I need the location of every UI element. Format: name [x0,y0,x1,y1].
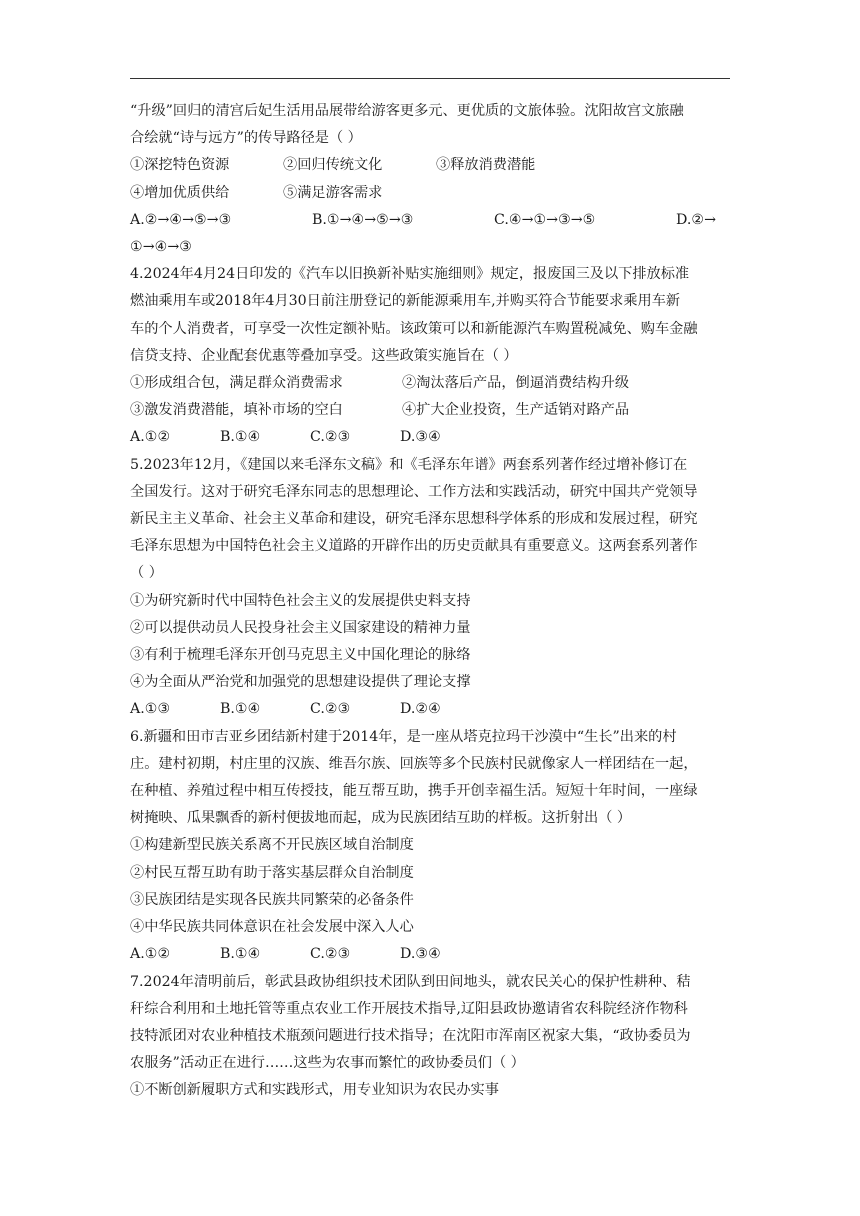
statement-item: ③激发消费潜能，填补市场的空白 [130,402,343,419]
exam-page [130,98,732,1105]
statement-item: ①不断创新履职方式和实践形式，用专业知识为农民办实事 [130,1082,499,1099]
statement-row [130,397,732,424]
answer-choice-d: D.②→ [676,211,716,228]
answer-choice-c: C.②③ [310,701,351,718]
question-stem-line: 秆综合利用和土地托管等重点农业工作开展技术指导,辽阳县政协邀请省农科院经济作物科 [130,1000,688,1017]
answer-choice-c: C.②③ [310,429,351,446]
answer-choice-d: D.②④ [400,701,441,718]
option-item: ④增加优质供给 [130,184,230,201]
answer-choice-b: B.①④ [220,946,261,963]
statement-item: ①构建新型民族关系离不开民族区域自治制度 [130,837,414,854]
option-row [130,180,732,207]
statement-item: ④扩大企业投资，生产适销对路产品 [402,402,630,419]
question-stem-line: 农服务”活动正在进行……这些为农事而繁忙的政协委员们（ ） [130,1055,525,1072]
question-stem-line: 全国发行。这对于研究毛泽东同志的思想理论、工作方法和实践活动，研究中国共产党领导 [130,483,698,500]
answer-choice-b: B.①④ [220,429,261,446]
question-7 [130,969,732,1105]
question-stem-line: 6.新疆和田市吉亚乡团结新村建于2014年，是一座从塔克拉玛干沙漠中“生长”出来的村 [130,728,677,745]
statement-item: ④中华民族共同体意识在社会发展中深入人心 [130,919,414,936]
question-stem-line: 合绘就“诗与远方”的传导路径是（ ） [130,130,362,147]
answer-choice-b: B.①④ [220,701,261,718]
question-stem-line: 在种植、养殖过程中相互传授技，能互帮互助，携手开创幸福生活。短短十年时间，一座绿 [130,783,698,800]
statement-item: ①形成组合包，满足群众消费需求 [130,375,343,392]
answer-choice-d: D.③④ [400,946,441,963]
question-6 [130,724,732,969]
answer-choice-c: C.④→①→③→⑤ [494,211,596,228]
option-item: ③释放消费潜能 [436,157,536,174]
option-item: ②回归传统文化 [283,157,383,174]
header-rule [130,78,730,79]
question-stem-line: 7.2024年清明前后，彰武县政协组织技术团队到田间地头，就农民关心的保护性耕种、秸 [130,973,691,990]
option-item: ①深挖特色资源 [130,157,230,174]
answer-choice-a: A.①② [130,946,171,963]
question-stem-line: 5.2023年12月，《建国以来毛泽东文稿》和《毛泽东年谱》两套系列著作经过增补修订在 [130,456,688,473]
statement-item: ②村民互帮互助有助于落实基层群众自治制度 [130,864,414,881]
question-stem-line: 技特派团对农业种植技术瓶颈问题进行技术指导；在沈阳市浑南区祝家大集，“政协委员为 [130,1027,691,1044]
statement-item: ②可以提供动员人民投身社会主义国家建设的精神力量 [130,619,471,636]
question-4 [130,261,732,451]
statement-item: ②淘汰落后产品，倒逼消费结构升级 [402,375,630,392]
question-5 [130,452,732,724]
question-stem-line: 车的个人消费者，可享受一次性定额补贴。该政策可以和新能源汽车购置税减免、购车金融 [130,320,698,337]
statement-item: ③民族团结是实现各民族共同繁荣的必备条件 [130,891,414,908]
answer-choices [130,696,732,723]
statement-row [130,370,732,397]
answer-choices [130,207,732,234]
answer-choice-a: A.②→④→⑤→③ [130,211,232,228]
answer-choice-a: A.①③ [130,701,171,718]
question-stem-line: 庄。建村初期，村庄里的汉族、维吾尔族、回族等多个民族村民就像家人一样团结在一起， [130,755,698,772]
option-row [130,152,732,179]
question-stem-line: 燃油乘用车或2018年4月30日前注册登记的新能源乘用车,并购买符合节能要求乘用车新 [130,293,681,310]
answer-choice-c: C.②③ [310,946,351,963]
option-item: ⑤满足游客需求 [283,184,383,201]
answer-choice-d: D.③④ [400,429,441,446]
answer-choices [130,941,732,968]
answer-choice-d-wrap: ①→④→③ [130,239,192,256]
question-stem-line: “升级”回归的清宫后妃生活用品展带给游客更多元、更优质的文旅体验。沈阳故宫文旅融 [130,103,684,119]
answer-choices [130,424,732,451]
question-stem-line: 毛泽东思想为中国特色社会主义道路的开辟作出的历史贡献具有重要意义。这两套系列著作 [130,538,698,555]
question-3 [130,98,732,261]
question-stem-line: 4.2024年4月24日印发的《汽车以旧换新补贴实施细则》规定，报废国三及以下排放标准 [130,266,690,283]
statement-item: ④为全面从严治党和加强党的思想建设提供了理论支撑 [130,674,471,691]
question-stem-line: 信贷支持、企业配套优惠等叠加享受。这些政策实施旨在（ ） [130,347,518,364]
question-stem-line: 新民主主义革命、社会主义革命和建设，研究毛泽东思想科学体系的形成和发展过程，研究 [130,511,698,528]
answer-choice-b: B.①→④→⑤→③ [312,211,414,228]
question-stem-line: 树掩映、瓜果飘香的新村便拔地而起，成为民族团结互助的样板。这折射出（ ） [130,810,632,827]
statement-item: ③有利于梳理毛泽东开创马克思主义中国化理论的脉络 [130,647,471,664]
answer-choice-a: A.①② [130,429,171,446]
statement-item: ①为研究新时代中国特色社会主义的发展提供史料支持 [130,592,471,609]
question-stem-line: （ ） [130,565,163,582]
